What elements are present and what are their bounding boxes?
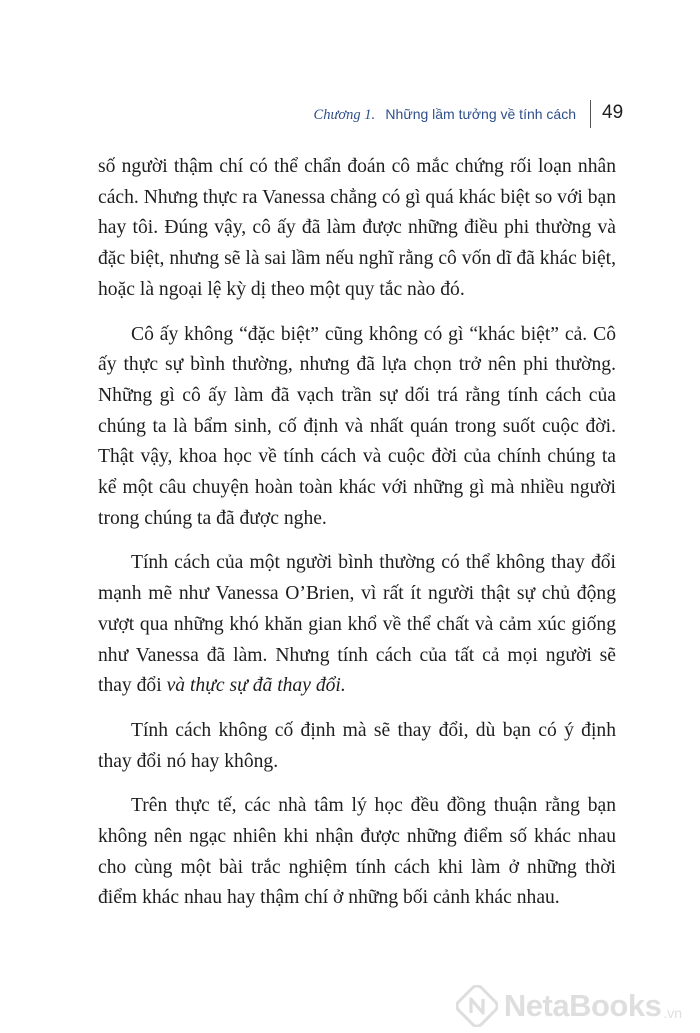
paragraph-1: số người thậm chí có thể chẩn đoán cô mắc chứng rối loạn nhân cách. Nhưng thực ra Vanessa chẳng có gì quá khác biệt so với bạn hay tôi. Đúng vậy, cô ấy đã làm được những điều phi thường và đặc biệt, nhưng sẽ là sai lầm nếu nghĩ rằng cô vốn dĩ đã khác biệt, hoặc là ngoại lệ kỳ dị theo một quy tắc nào đó. [98, 156, 616, 300]
chapter-heading [314, 106, 576, 124]
watermark [456, 985, 682, 1027]
body-text [98, 152, 616, 928]
header-divider [590, 100, 591, 128]
netabooks-logo-icon [456, 985, 498, 1027]
paragraph-3 [98, 548, 616, 702]
chapter-number: Chương 1. [313, 107, 376, 123]
paragraph-4: Tính cách không cố định mà sẽ thay đổi, dù bạn có ý định thay đổi nó hay không. [98, 719, 616, 772]
paragraph-3-text: Tính cách của một người bình thường có thể không thay đổi mạnh mẽ như Vanessa O’Brien, vì rất ít người thật sự chủ động vượt qua những khó khăn gian khổ về thể chất và cảm xúc giống như Vanessa đã làm. Nhưng tính cách của tất cả mọi người sẽ thay đổi [98, 552, 616, 697]
paragraph-3-emphasis: và thực sự đã thay đổi. [166, 675, 346, 697]
watermark-brand: NetaBooks [503, 988, 662, 1023]
page-number: 49 [602, 102, 624, 123]
paragraph-2: Cô ấy không “đặc biệt” cũng không có gì “khác biệt” cả. Cô ấy thực sự bình thường, nhưng đã lựa chọn trở nên phi thường. Những gì cô ấy làm đã vạch trần sự dối trá rằng tính cách của chúng ta là bẩm sinh, cố định và nhất quán trong suốt cuộc đời. Thật vậy, khoa học về tính cách và cuộc đời của chính chúng ta kể một câu chuyện hoàn toàn khác với những gì mà nhiều người trong chúng ta đã được nghe. [98, 323, 616, 529]
chapter-title: Những lầm tưởng về tính cách [385, 106, 576, 122]
watermark-suffix: .vn [663, 1005, 682, 1021]
running-head [0, 100, 700, 132]
paragraph-5: Trên thực tế, các nhà tâm lý học đều đồng thuận rằng bạn không nên ngạc nhiên khi nhận được những điểm số khác nhau cho cùng một bài trắc nghiệm tính cách khi làm ở những thời điểm khác nhau hay thậm chí ở những bối cảnh khác nhau. [98, 795, 616, 909]
